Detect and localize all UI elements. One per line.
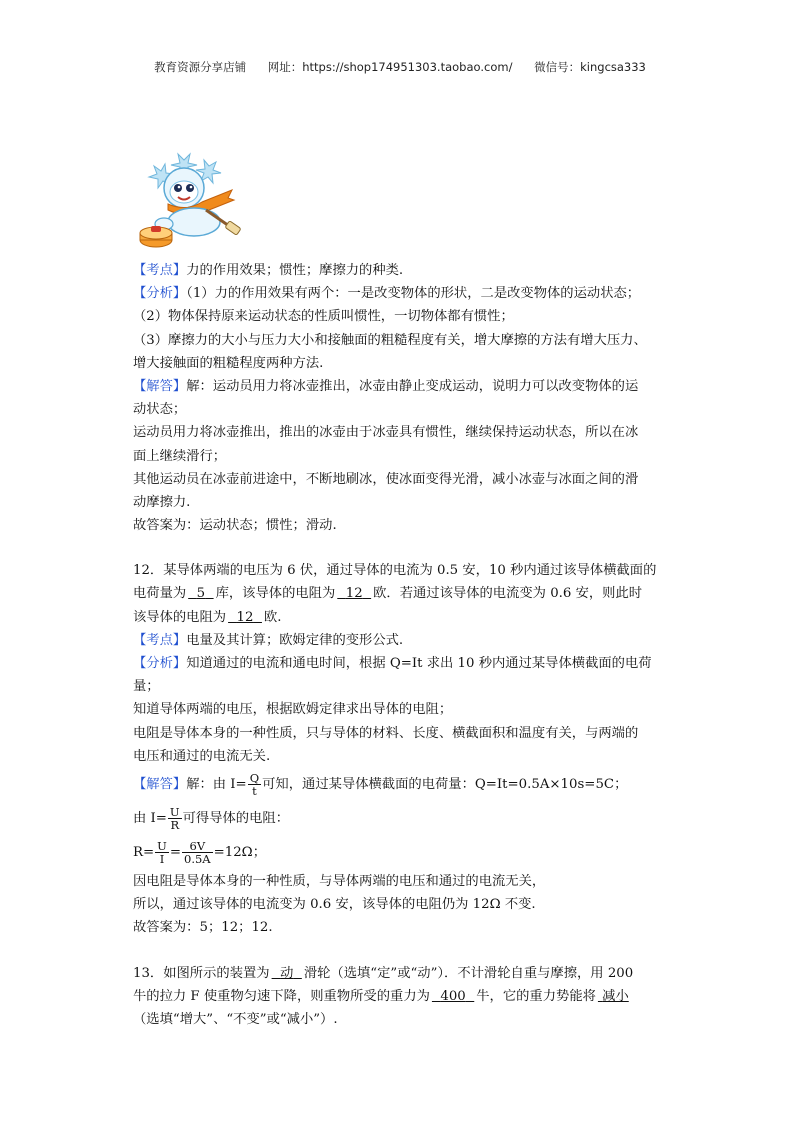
q12-question: 电荷量为 5 库，该导体的电阻为 12 欧．若通过该导体的电流变为 0.6 安，则此时 (133, 586, 643, 602)
q12-fenxi-line: 量； (133, 679, 160, 695)
q12-answer: 故答案为：5；12；12. (133, 920, 273, 936)
q11-fenxi-line: 增大接触面的粗糙程度两种方法. (133, 355, 324, 371)
fraction-q-over-t: $\frac{Q}{t}$ (249, 770, 260, 798)
q11-jieda-line: 动摩擦力. (133, 494, 191, 510)
q11-fenxi-line: （3）摩擦力的大小与压力大小和接触面的粗糙程度有关，增大摩擦的方法有增大压力、 (133, 332, 647, 348)
answer-blank: 减小 (602, 988, 629, 1004)
answer-blank: 12 (236, 609, 254, 625)
q12-fenxi-line: 知道导体两端的电压，根据欧姆定律求出导体的电阻； (133, 702, 453, 718)
q11-jieda-line: 其他运动员在冰壶前进途中，不断地刷冰，使冰面变得光滑，减小冰壶与冰面之间的滑 (133, 471, 639, 487)
answer-blank: 5 (196, 586, 206, 602)
kaodian-tag: 【考点】 (133, 263, 187, 278)
q12-fenxi-line: 电压和通过的电流无关. (133, 748, 271, 764)
fenxi-tag: 【分析】 (133, 656, 187, 671)
q12-question: 12．某导体两端的电压为 6 伏，通过导体的电流为 0.5 安，10 秒内通过该导体横截面的 (133, 563, 657, 579)
answer-blank: 400 (440, 988, 466, 1004)
q11-kaodian: 【考点】力的作用效果；惯性；摩擦力的种类. (133, 263, 404, 278)
shop-url: 网址：https://shop174951303.taobao.com/ (267, 60, 513, 74)
document-body (133, 259, 673, 1031)
q13-question: （选填“增大”、“不变”或“减小”）. (133, 1011, 338, 1027)
q11-jieda-line: 动状态； (133, 402, 187, 418)
q13-question: 13．如图所示的装置为 动 滑轮（选填“定”或“动”）．不计滑轮自重与摩擦，用 200 (133, 965, 634, 981)
q12-fenxi-line: 电阻是导体本身的一种性质，只与导体的材料、长度、横截面积和温度有关，与两端的 (133, 725, 639, 741)
wechat-id: 微信号：kingcsa333 (534, 60, 646, 74)
q12-jieda-line: 所以，通过该导体的电流变为 0.6 安，该导体的电阻仍为 12Ω 不变. (133, 897, 536, 913)
q11-jieda: 【解答】解：运动员用力将冰壶推出，冰壶由静止变成运动，说明力可以改变物体的运 (133, 378, 639, 394)
q12-jieda-line: 因电阻是导体本身的一种性质，与导体两端的电压和通过的电流无关， (133, 873, 546, 889)
answer-blank: 动 (280, 965, 294, 981)
fraction-u-over-i: $\frac{U}{I}$ (157, 838, 167, 866)
q11-jieda-line: 运动员用力将冰壶推出，推出的冰壶由于冰壶具有惯性，继续保持运动状态，所以在冰 (133, 425, 639, 441)
q12-question: 该导体的电阻为 12 欧. (133, 609, 282, 625)
q13-question: 牛的拉力 F 使重物匀速下降，则重物所受的重力为 400 牛，它的重力势能将 减小 (133, 988, 629, 1004)
q11-fenxi: 【分析】（1）力的作用效果有两个：一是改变物体的形状，二是改变物体的运动状态； (133, 286, 641, 302)
q11-answer: 故答案为：运动状态；惯性；滑动. (133, 518, 337, 534)
answer-blank: 12 (345, 586, 363, 602)
q12-kaodian: 【考点】电量及其计算；欧姆定律的变形公式. (133, 632, 404, 648)
q12-jieda: 【解答】解：由 I= $\frac{Q}{t}$ 可知，通过某导体横截面的电荷量：Q=It=0.5A×10s=5C； (133, 770, 628, 798)
fraction-u-over-r: $\frac{U}{R}$ (169, 804, 180, 832)
shop-name: 教育资源分享店铺 (154, 60, 247, 74)
jieda-tag: 【解答】 (133, 378, 187, 394)
q12-jieda-line: R= $\frac{U}{I}$ = $\frac{6V}{0.5A}$ =12Ω； (133, 838, 266, 866)
fenxi-tag: 【分析】 (133, 286, 187, 302)
page-header (0, 59, 800, 75)
q12-fenxi: 【分析】知道通过的电流和通电时间，根据 Q=It 求出 10 秒内通过某导体横截面的电荷 (133, 656, 652, 671)
q11-jieda-line: 面上继续滑行； (133, 448, 227, 464)
snowman-curling-illustration (134, 144, 246, 252)
fraction-6v-over-05a: $\frac{6V}{0.5A}$ (184, 838, 211, 866)
jieda-tag: 【解答】 (133, 776, 187, 792)
q12-jieda-line: 由 I= $\frac{U}{R}$ 可得导体的电阻： (133, 804, 289, 832)
q11-fenxi-line: （2）物体保持原来运动状态的性质叫惯性，一切物体都有惯性； (133, 309, 514, 325)
kaodian-tag: 【考点】 (133, 632, 187, 648)
